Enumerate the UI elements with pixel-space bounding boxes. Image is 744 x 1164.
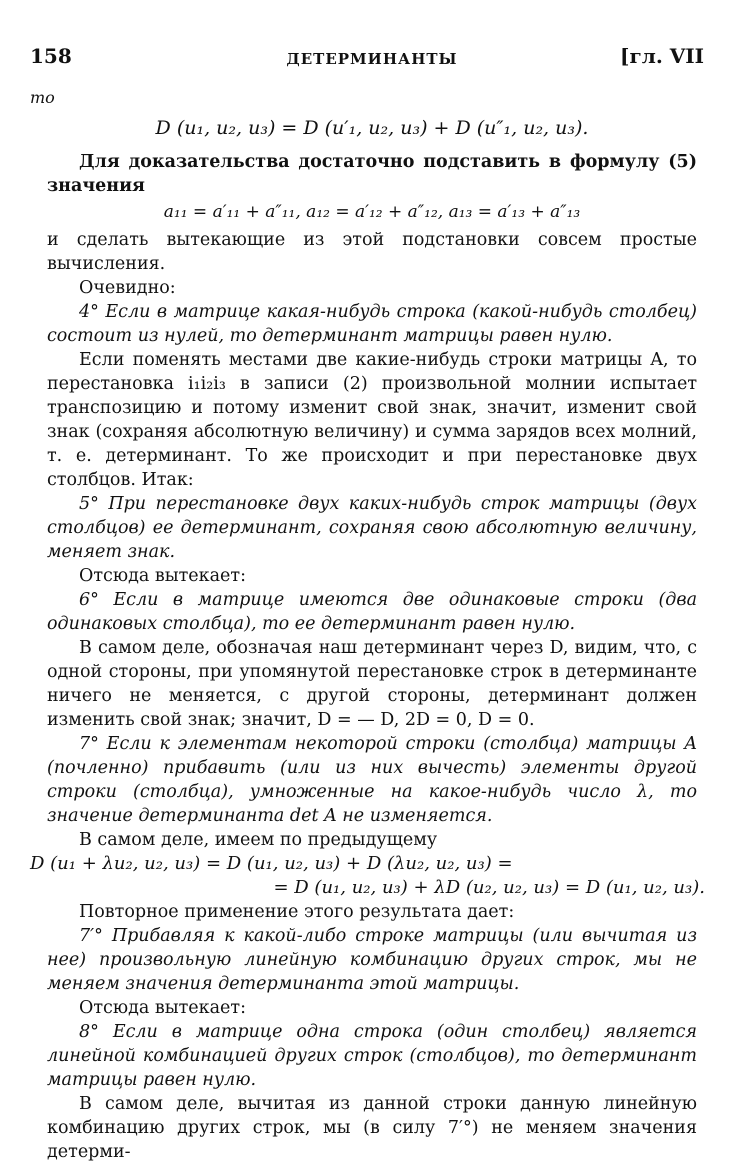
page-number: 158 <box>30 44 72 68</box>
formula-row-1: D (u₁ + λu₂, u₂, u₃) = D (u₁, u₂, u₃) + D (λu₂, u₂, u₃) = <box>30 853 513 874</box>
indeed-1: В самом деле, обозначая наш детерминант через D, видим, что, с одной стороны, при упомянутой перестановке строк в детерминанте ничего не меняется, с другой стороны, детерминант должен изменить свой знак; значит, D = — D, 2D = 0, D = 0. <box>47 638 697 730</box>
obviously: Очевидно: <box>79 278 176 298</box>
word-to: то <box>30 88 55 107</box>
property-7-prime: 7′° Прибавляя к какой-либо строке матрицы (или вычитая из нее) произвольную линейную комбинацию других строк, мы не меняем значения детерминанта этой матрицы. <box>47 926 697 994</box>
indeed-2: В самом деле, имеем по предыдущему <box>79 830 438 850</box>
formula-substitution: a₁₁ = a′₁₁ + a″₁₁, a₁₂ = a′₁₂ + a″₁₂, a₁₃ = a′₁₃ + a″₁₃ <box>163 202 581 222</box>
property-5: 5° При перестановке двух каких-нибудь строк матрицы (двух столбцов) ее детерминант, сохраняя свою абсолютную величину, меняет знак. <box>47 494 697 562</box>
proof-intro: Для доказательства достаточно подставить в формулу (5) значения <box>47 152 697 196</box>
hence-2: Отсюда вытекает: <box>79 998 246 1018</box>
formula-additivity: D (u₁, u₂, u₃) = D (u′₁, u₂, u₃) + D (u″₁, u₂, u₃). <box>155 117 589 139</box>
page-body <box>30 86 705 1164</box>
repeat-application: Повторное применение этого результата дает: <box>79 902 515 922</box>
proof-end: и сделать вытекающие из этой подстановки совсем простые вычисления. <box>47 230 697 274</box>
running-title: ДЕТЕРМИНАНТЫ <box>286 50 458 68</box>
property-6: 6° Если в матрице имеются две одинаковые строки (два одинаковых столбца), то ее детерминант равен нулю. <box>47 590 697 634</box>
property-4: 4° Если в матрице какая-нибудь строка (какой-нибудь столбец) состоит из нулей, то детерминант матрицы равен нулю. <box>47 302 697 346</box>
hence-1: Отсюда вытекает: <box>79 566 246 586</box>
indeed-3: В самом деле, вычитая из данной строки данную линейную комбинацию других строк, мы (в силу 7′°) не меняем значения детерми- <box>47 1094 697 1162</box>
swap-paragraph: Если поменять местами две какие-нибудь строки матрицы A, то перестановка i₁i₂i₃ в записи (2) произвольной молнии испытает транспозицию и потому изменит свой знак, значит, изменит свой знак (сохраняя абсолютную величину) и сумма зарядов всех молний, т. е. детерминант. То же происходит и при перестановке двух столбцов. Итак: <box>47 350 697 490</box>
formula-row-2: = D (u₁, u₂, u₃) + λD (u₂, u₂, u₃) = D (u₁, u₂, u₃). <box>273 877 705 898</box>
chapter-label: [гл. VII <box>620 44 704 68</box>
property-8: 8° Если в матрице одна строка (один столбец) является линейной комбинацией других строк (столбцов), то детерминант матрицы равен нулю. <box>47 1022 697 1090</box>
property-7: 7° Если к элементам некоторой строки (столбца) матрицы A (почленно) прибавить (или из них вычесть) элементы другой строки (столбца), умноженные на какое-нибудь число λ, то значение детерминанта det A не изменяется. <box>47 734 697 826</box>
